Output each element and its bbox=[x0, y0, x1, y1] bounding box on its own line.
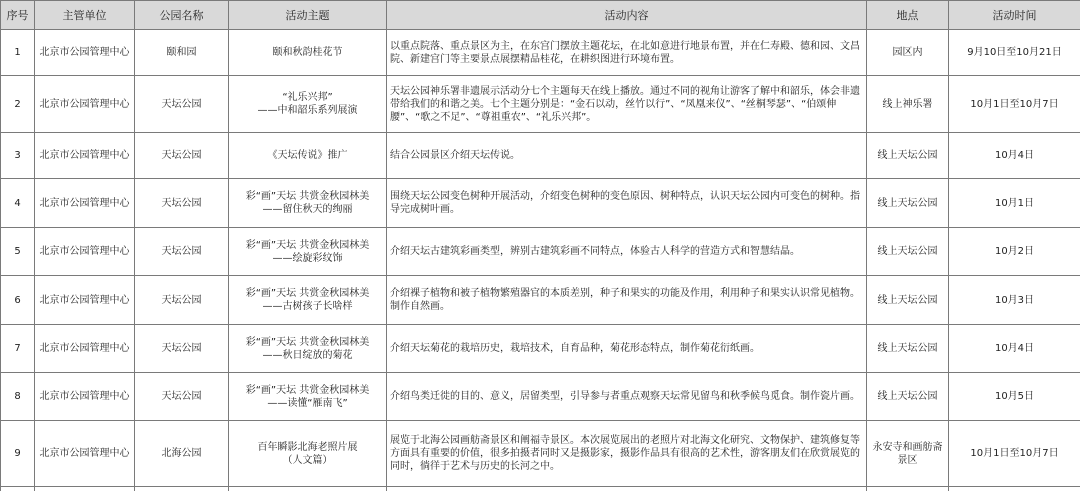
activity-location: 线上天坛公园 bbox=[867, 373, 949, 421]
table-header-row bbox=[1, 1, 1080, 30]
empty-cell bbox=[229, 487, 387, 491]
activity-location: 线上天坛公园 bbox=[867, 325, 949, 373]
activity-time: 10月3日 bbox=[949, 276, 1080, 325]
managing-unit: 北京市公园管理中心 bbox=[35, 373, 135, 421]
empty-cell bbox=[135, 487, 229, 491]
row-number: 8 bbox=[1, 373, 35, 421]
activity-location: 线上天坛公园 bbox=[867, 228, 949, 276]
activity-time: 10月2日 bbox=[949, 228, 1080, 276]
activity-location: 线上天坛公园 bbox=[867, 179, 949, 228]
activity-time: 10月4日 bbox=[949, 133, 1080, 179]
table-row bbox=[1, 30, 1080, 76]
column-header-no: 序号 bbox=[1, 1, 35, 30]
managing-unit: 北京市公园管理中心 bbox=[35, 421, 135, 487]
empty-cell bbox=[35, 487, 135, 491]
activity-content: 围绕天坛公园变色树种开展活动，介绍变色树种的变色原因、树种特点，认识天坛公园内可变色的树种。指导完成树叶画。 bbox=[387, 179, 867, 228]
activity-location: 线上天坛公园 bbox=[867, 276, 949, 325]
park-name: 天坛公园 bbox=[135, 179, 229, 228]
activity-content: 展览于北海公园画舫斋景区和阐福寺景区。本次展览展出的老照片对北海文化研究、文物保护、建筑修复等方面具有重要的价值，很多拍摄者同时又是摄影家，摄影作品具有很高的艺术性，游客朋友们在欣赏展览的同时，徜徉于艺术与历史的长河之中。 bbox=[387, 421, 867, 487]
activity-theme: 百年瞬影北海老照片展 （人文篇） bbox=[229, 421, 387, 487]
table-row bbox=[1, 76, 1080, 133]
column-header-theme: 活动主题 bbox=[229, 1, 387, 30]
activity-content: 介绍天坛菊花的栽培历史，栽培技术，自育品种，菊花形态特点，制作菊花衍纸画。 bbox=[387, 325, 867, 373]
table-row bbox=[1, 373, 1080, 421]
activity-time: 9月10日至10月21日 bbox=[949, 30, 1080, 76]
activity-content: 介绍鸟类迁徙的目的、意义，居留类型，引导参与者重点观察天坛常见留鸟和秋季候鸟觅食。制作瓷片画。 bbox=[387, 373, 867, 421]
table-row bbox=[1, 276, 1080, 325]
activity-content: 介绍裸子植物和被子植物繁殖器官的本质差别，种子和果实的功能及作用，利用种子和果实认识常见植物。制作自然画。 bbox=[387, 276, 867, 325]
activity-location: 永安寺和画舫斋景区 bbox=[867, 421, 949, 487]
managing-unit: 北京市公园管理中心 bbox=[35, 228, 135, 276]
row-number: 5 bbox=[1, 228, 35, 276]
activity-time: 10月1日至10月7日 bbox=[949, 76, 1080, 133]
row-number: 1 bbox=[1, 30, 35, 76]
activity-location: 线上神乐署 bbox=[867, 76, 949, 133]
activity-content: 以重点院落、重点景区为主，在东宫门摆放主题花坛，在北如意进行地景布置，并在仁寿殿、德和园、文昌院、新建宫门等主要景点展摆精品桂花，在耕织图进行环境布置。 bbox=[387, 30, 867, 76]
activity-time: 10月5日 bbox=[949, 373, 1080, 421]
row-number: 2 bbox=[1, 76, 35, 133]
column-header-location: 地点 bbox=[867, 1, 949, 30]
activity-time: 10月1日 bbox=[949, 179, 1080, 228]
column-header-unit: 主管单位 bbox=[35, 1, 135, 30]
park-name: 天坛公园 bbox=[135, 373, 229, 421]
table-row bbox=[1, 228, 1080, 276]
table-row-partial bbox=[1, 487, 1080, 491]
managing-unit: 北京市公园管理中心 bbox=[35, 276, 135, 325]
activity-content: 介绍天坛古建筑彩画类型，辨别古建筑彩画不同特点，体验古人科学的营造方式和智慧结晶。 bbox=[387, 228, 867, 276]
activity-time: 10月4日 bbox=[949, 325, 1080, 373]
row-number: 9 bbox=[1, 421, 35, 487]
empty-cell bbox=[949, 487, 1080, 491]
table-row bbox=[1, 421, 1080, 487]
table-row bbox=[1, 325, 1080, 373]
park-name: 天坛公园 bbox=[135, 133, 229, 179]
managing-unit: 北京市公园管理中心 bbox=[35, 30, 135, 76]
row-number: 6 bbox=[1, 276, 35, 325]
activity-theme: 彩“画”天坛 共赏金秋园林美 ——古树孩子长啥样 bbox=[229, 276, 387, 325]
managing-unit: 北京市公园管理中心 bbox=[35, 325, 135, 373]
activity-theme: 彩“画”天坛 共赏金秋园林美 ——绘旋彩纹饰 bbox=[229, 228, 387, 276]
activity-content: 结合公园景区介绍天坛传说。 bbox=[387, 133, 867, 179]
managing-unit: 北京市公园管理中心 bbox=[35, 76, 135, 133]
park-name: 天坛公园 bbox=[135, 76, 229, 133]
empty-cell bbox=[1, 487, 35, 491]
column-header-content: 活动内容 bbox=[387, 1, 867, 30]
park-name: 天坛公园 bbox=[135, 276, 229, 325]
managing-unit: 北京市公园管理中心 bbox=[35, 179, 135, 228]
empty-cell bbox=[387, 487, 867, 491]
column-header-park: 公园名称 bbox=[135, 1, 229, 30]
row-number: 4 bbox=[1, 179, 35, 228]
park-name: 北海公园 bbox=[135, 421, 229, 487]
park-name: 天坛公园 bbox=[135, 228, 229, 276]
table-row bbox=[1, 179, 1080, 228]
column-header-time: 活动时间 bbox=[949, 1, 1080, 30]
activity-theme: “礼乐兴邦” ——中和韶乐系列展演 bbox=[229, 76, 387, 133]
row-number: 3 bbox=[1, 133, 35, 179]
empty-cell bbox=[867, 487, 949, 491]
activity-location: 线上天坛公园 bbox=[867, 133, 949, 179]
table-row bbox=[1, 133, 1080, 179]
activity-theme: 《天坛传说》推广 bbox=[229, 133, 387, 179]
managing-unit: 北京市公园管理中心 bbox=[35, 133, 135, 179]
activity-time: 10月1日至10月7日 bbox=[949, 421, 1080, 487]
park-name: 天坛公园 bbox=[135, 325, 229, 373]
activity-theme: 颐和秋韵桂花节 bbox=[229, 30, 387, 76]
activity-theme: 彩“画”天坛 共赏金秋园林美 ——留住秋天的绚丽 bbox=[229, 179, 387, 228]
activity-content: 天坛公园神乐署非遗展示活动分七个主题每天在线上播放。通过不同的视角让游客了解中和韶乐，体会非遗带给我们的和谐之美。七个主题分别是：“金石以动，丝竹以行”、“凤凰来仪”、“丝桐琴瑟”、“伯颂伸腰”、“歌之不足”、“尊祖重农”、“礼乐兴邦”。 bbox=[387, 76, 867, 133]
park-name: 颐和园 bbox=[135, 30, 229, 76]
activity-theme: 彩“画”天坛 共赏金秋园林美 ——读懂“雁南飞” bbox=[229, 373, 387, 421]
row-number: 7 bbox=[1, 325, 35, 373]
activity-location: 园区内 bbox=[867, 30, 949, 76]
activity-theme: 彩“画”天坛 共赏金秋园林美 ——秋日绽放的菊花 bbox=[229, 325, 387, 373]
